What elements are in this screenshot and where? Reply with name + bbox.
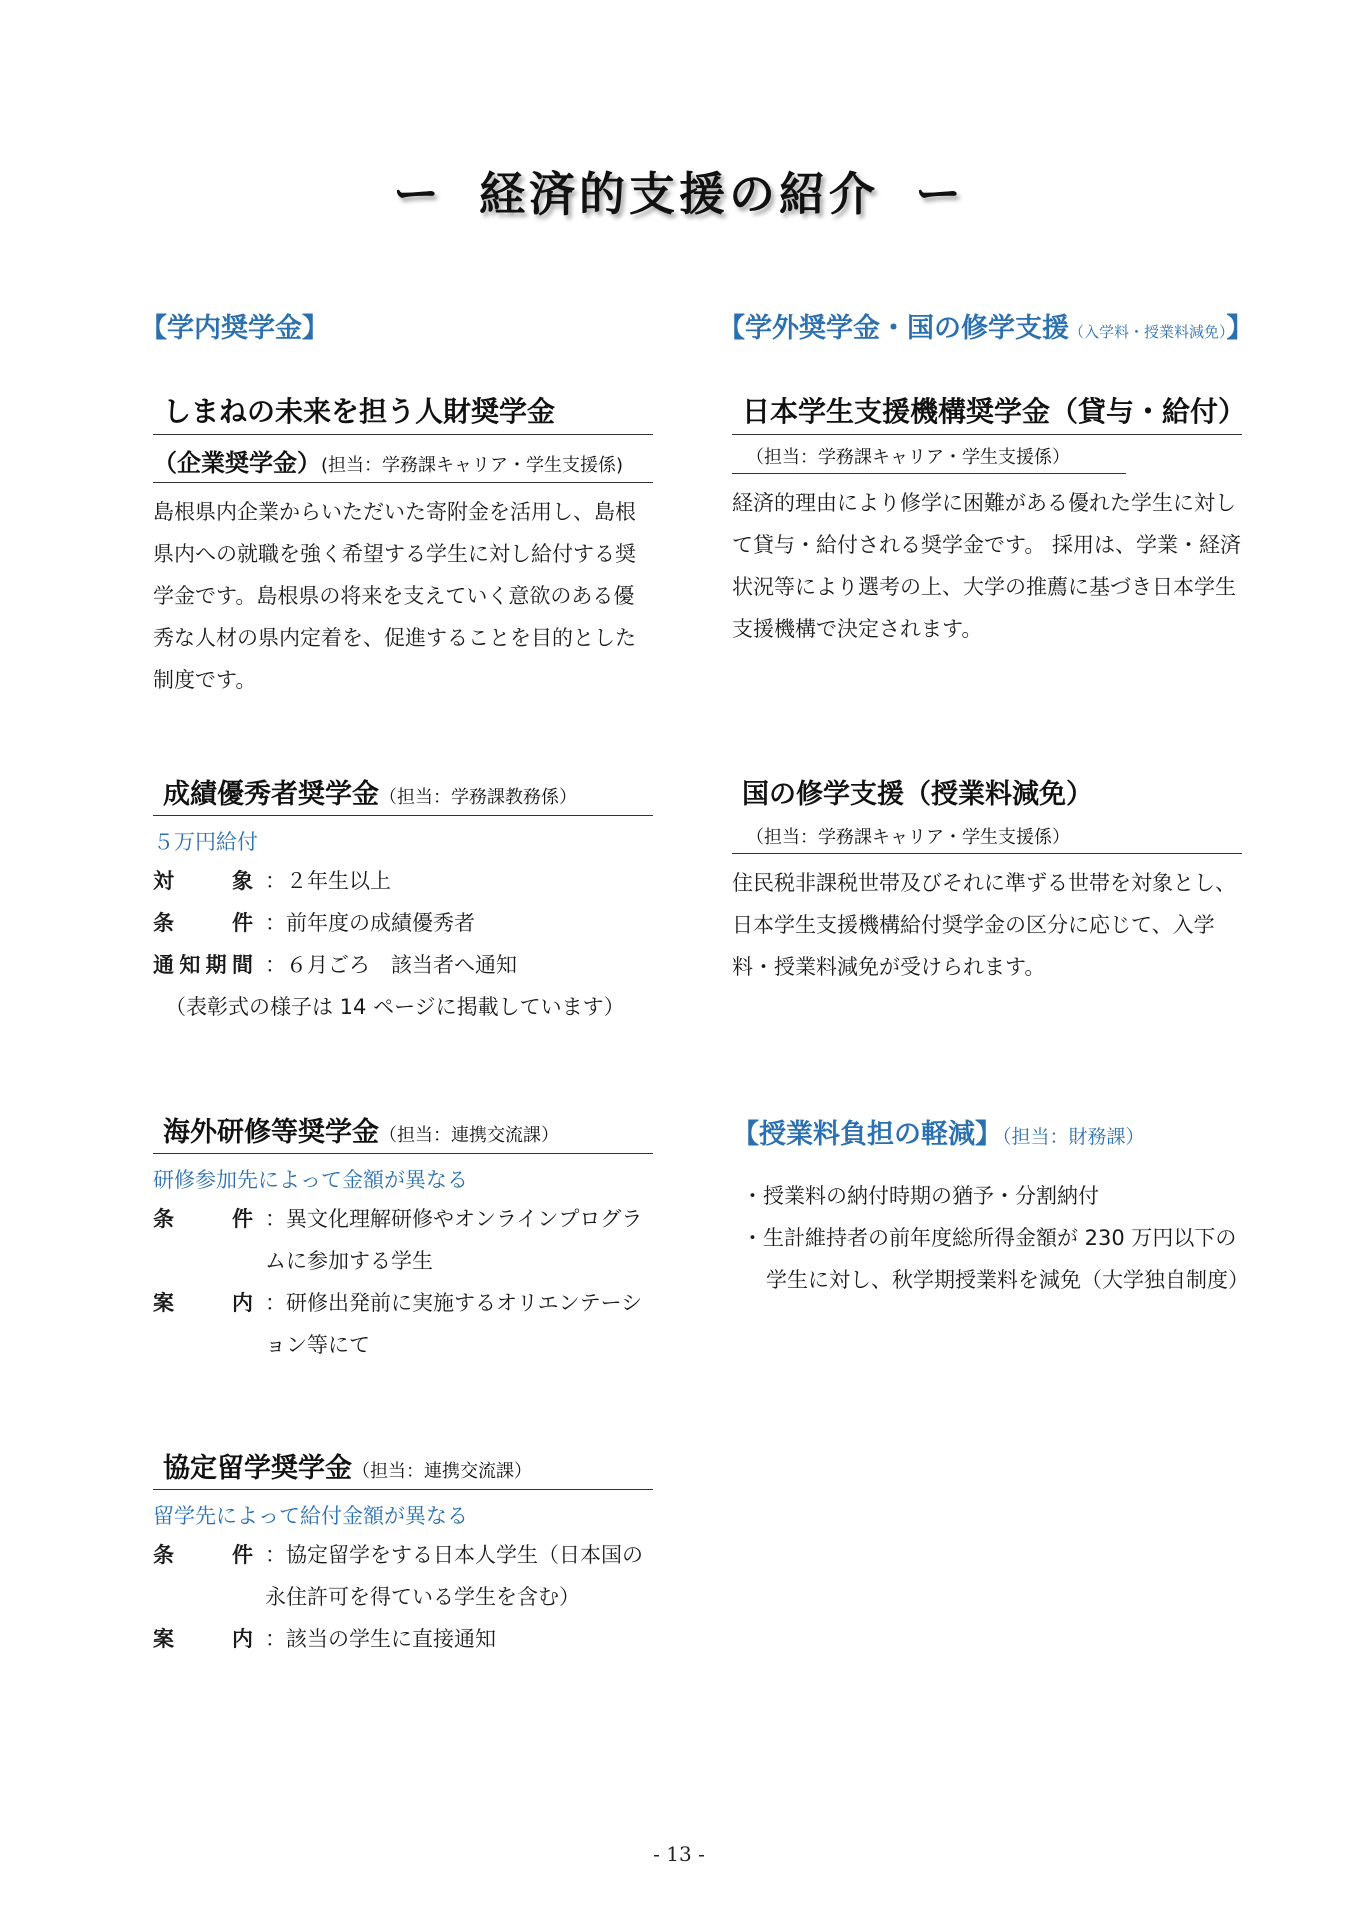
kyotei-scholarship <box>153 1446 653 1660</box>
kyotei-details <box>153 1534 653 1660</box>
kaigai-note: （担当：連携交流課） <box>379 1125 559 1146</box>
seiseki-sub: ５万円給付 <box>153 830 258 854</box>
detail-label: 条件 <box>153 1543 253 1567</box>
jasso-title: 日本学生支援機構奨学金（貸与・給付） <box>732 390 1242 435</box>
futan-note: （担当：財務課） <box>1002 1126 1145 1148</box>
page-title <box>0 158 1358 224</box>
detail-row <box>153 1618 653 1660</box>
heading-gakugai-main: 【学外奨学金・国の修学支援 <box>718 313 1069 344</box>
list-item: ・生計維持者の前年度総所得金額が 230 万円以下の学生に対し、秋学期授業料を減免（大学独自制度） <box>742 1226 1249 1292</box>
shimane-body: 島根県内企業からいただいた寄附金を活用し、島根県内への就職を強く希望する学生に対し給付する奨学金です。島根県の将来を支えていく意欲のある優秀な人材の県内定着を、促進することを目的とした制度です。 <box>153 500 636 692</box>
detail-value: ：前年度の成績優秀者 <box>265 911 475 935</box>
detail-row <box>153 1282 653 1366</box>
shimane-subtitle <box>153 443 653 483</box>
kaigai-scholarship <box>153 1110 653 1366</box>
kuni-body: 住民税非課税世帯及びそれに準ずる世帯を対象とし、日本学生支援機構給付奨学金の区分に応じて、入学料・授業料減免が受けられます。 <box>732 871 1236 979</box>
detail-value: ：該当の学生に直接通知 <box>265 1627 496 1651</box>
heading-gakugai-small: （入学料・授業料減免） <box>1069 323 1227 341</box>
detail-value: ：協定留学をする日本人学生（日本国の永住許可を得ている学生を含む） <box>265 1543 643 1609</box>
seiseki-extra: （表彰式の様子は 14 ページに掲載しています） <box>165 995 625 1019</box>
shimane-subtitle-main: （企業奨学金） <box>153 449 321 477</box>
seiseki-details <box>153 860 653 986</box>
futan-heading <box>732 1112 1242 1151</box>
title-dash-right: ー <box>915 167 965 221</box>
detail-row <box>153 860 653 902</box>
detail-value: ：２年生以上 <box>265 869 391 893</box>
detail-label: 案内 <box>153 1291 253 1315</box>
page-number: - 13 - <box>653 1842 705 1866</box>
jasso-body: 経済的理由により修学に困難がある優れた学生に対して貸与・給付される奨学金です。 採用は、学業・経済状況等により選考の上、大学の推薦に基づき日本学生支援機構で決定されます。 <box>732 491 1241 641</box>
shimane-scholarship <box>153 390 653 701</box>
detail-row <box>153 1534 653 1618</box>
shimane-subtitle-note: (担当：学務課キャリア・学生支援係) <box>321 455 624 476</box>
detail-label: 案内 <box>153 1627 253 1651</box>
detail-row <box>153 1198 653 1282</box>
seiseki-note: （担当：学務課教務係） <box>379 787 577 808</box>
kuni-support <box>732 772 1242 988</box>
kyotei-sub: 留学先によって給付金額が異なる <box>153 1504 468 1528</box>
seiseki-title-main: 成績優秀者奨学金 <box>163 779 379 810</box>
kuni-note: （担当：学務課キャリア・学生支援係） <box>732 823 1242 854</box>
detail-value: ：６月ごろ 該当者へ通知 <box>265 953 517 977</box>
detail-label: 対象 <box>153 869 253 893</box>
detail-value: ：異文化理解研修やオンラインプログラムに参加する学生 <box>265 1207 643 1273</box>
jasso-scholarship <box>732 390 1247 650</box>
detail-row <box>153 902 653 944</box>
title-text: 経済的支援の紹介 <box>479 167 879 221</box>
kyotei-title-main: 協定留学奨学金 <box>163 1453 352 1484</box>
kaigai-title-main: 海外研修等奨学金 <box>163 1117 379 1148</box>
heading-gakunai: 【学内奨学金】 <box>140 313 329 344</box>
title-dash-left: ー <box>393 167 443 221</box>
kaigai-sub: 研修参加先によって金額が異なる <box>153 1168 468 1192</box>
futan-bullets <box>732 1175 1249 1301</box>
futan-keigen <box>732 1112 1249 1301</box>
jasso-note: （担当：学務課キャリア・学生支援係） <box>732 443 1126 474</box>
kyotei-title <box>153 1446 653 1490</box>
futan-heading-main: 【授業料負担の軽減】 <box>732 1119 1002 1150</box>
shimane-title: しまねの未来を担う人財奨学金 <box>153 390 653 435</box>
detail-label: 条件 <box>153 911 253 935</box>
heading-gakugai <box>718 306 1254 345</box>
seiseki-scholarship <box>153 772 653 1028</box>
detail-row <box>153 944 653 986</box>
kyotei-note: （担当：連携交流課） <box>352 1461 532 1482</box>
kuni-title: 国の修学支援（授業料減免） <box>742 779 1093 810</box>
heading-gakugai-end: 】 <box>1226 313 1254 344</box>
detail-label: 通知期間 <box>153 953 253 977</box>
detail-value: ：研修出発前に実施するオリエンテーション等にて <box>265 1291 643 1357</box>
list-item: ・授業料の納付時期の猶予・分割納付 <box>742 1184 1099 1208</box>
kaigai-title <box>153 1110 653 1154</box>
detail-label: 条件 <box>153 1207 253 1231</box>
kaigai-details <box>153 1198 653 1366</box>
seiseki-title <box>153 772 653 816</box>
